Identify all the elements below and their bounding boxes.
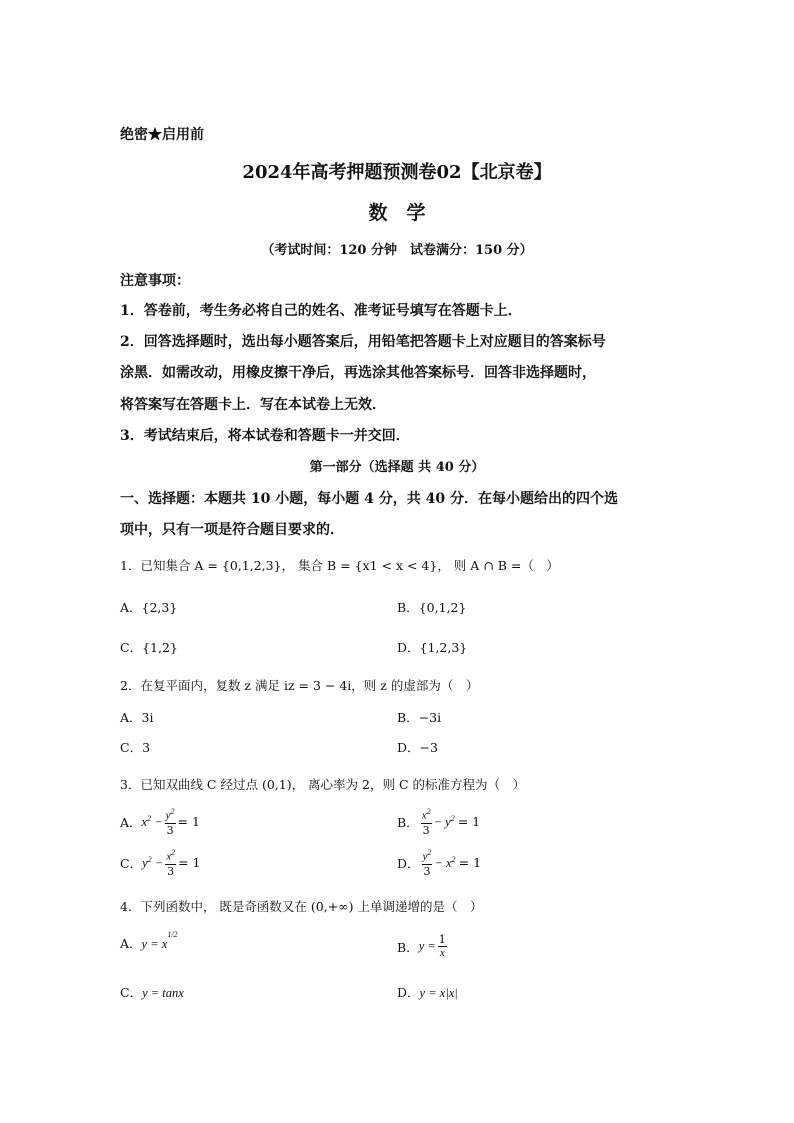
section-instructions-line-2: 项中，只有一项是符合题目要求的．: [120, 522, 344, 538]
question-4-stem: 4．下列函数中， 既是奇函数又在 (0,+∞) 上单调递增的是（ ）: [120, 899, 483, 914]
option-label: B．: [397, 600, 419, 615]
math-term: $y = x^{1/2}$: [141, 929, 178, 951]
option-value: −3i: [418, 710, 442, 725]
question-1-option-d: [397, 638, 467, 656]
question-2-stem: 2．在复平面内，复数 z 满足 iz = 3 − 4i，则 z 的虚部为（ ）: [120, 678, 479, 693]
option-label: D．: [397, 855, 420, 871]
math-term: y =: [418, 939, 436, 953]
option-label: C．: [120, 740, 143, 755]
note-item-2-line-3: 将答案写在答题卡上．写在本试卷上无效．: [120, 397, 386, 413]
option-value: {2,3}: [141, 600, 178, 615]
option-label: D．: [397, 740, 420, 755]
option-value: y = tanx: [142, 986, 184, 1000]
section-instructions-line-1: 一、选择题：本题共 10 小题，每小题 4 分，共 40 分．在每小题给出的四个选: [120, 491, 618, 507]
option-label: D．: [397, 985, 420, 1000]
option-label: C．: [120, 855, 143, 871]
fraction: $\frac{x^2}{3}$: [421, 807, 431, 837]
math-term: $y^2$ −: [142, 854, 164, 870]
question-1-option-a: [120, 598, 177, 616]
option-label: A．: [120, 600, 142, 615]
question-4-option-b: [397, 934, 449, 959]
option-value: 3: [142, 740, 151, 755]
fraction: $\frac{y^2}{3}$: [165, 807, 175, 837]
question-2-option-a: [120, 708, 153, 726]
math-term: $x^2$ −: [141, 813, 163, 829]
question-3-option-d: [397, 849, 481, 877]
question-3-stem: 3．已知双曲线 C 经过点 (0,1)， 离心率为 2，则 C 的标准方程为（ ）: [120, 777, 525, 792]
option-label: B．: [397, 939, 419, 955]
question-3-option-b: [397, 808, 480, 836]
note-item-2-line-1: 2．回答选择题时，选出每小题答案后，用铅笔把答题卡上对应题目的答案标号: [120, 334, 606, 350]
option-value: {1,2}: [142, 640, 178, 655]
fraction: $\frac{y^2}{3}$: [422, 848, 432, 878]
option-value: 3i: [141, 710, 154, 725]
math-term: − $x^2$: [434, 854, 456, 870]
question-4-option-c: [120, 983, 184, 1001]
option-label: B．: [397, 710, 419, 725]
fraction: $\frac{x^2}{3}$: [166, 848, 176, 878]
exam-title: 2024年高考押题预测卷02【北京卷】: [242, 162, 552, 183]
part1-heading: 第一部分（选择题 共 40 分）: [309, 460, 485, 475]
subject-title: 数 学: [368, 202, 426, 224]
notes-heading: 注意事项：: [120, 273, 190, 289]
equation-rhs: = 1: [458, 855, 482, 871]
option-label: A．: [120, 710, 142, 725]
option-value: {0,1,2}: [418, 600, 467, 615]
question-1-stem: 1．已知集合 A = {0,1,2,3}， 集合 B = {x1 < x < 4}， 则 A ∩ B =（ ）: [120, 558, 559, 573]
option-label: C．: [120, 640, 143, 655]
exam-info: （考试时间：120 分钟 试卷满分：150 分）: [261, 243, 533, 258]
question-1-option-b: [397, 598, 466, 616]
question-4-option-a: [120, 929, 178, 952]
confidential-label: 绝密★启用前: [120, 127, 204, 143]
math-term: − $y^2$: [433, 813, 455, 829]
question-2-option-b: [397, 708, 441, 726]
note-item-3: 3．考试结束后，将本试卷和答题卡一并交回．: [120, 428, 410, 444]
option-label: B．: [397, 814, 419, 830]
question-2-option-c: [120, 738, 150, 756]
option-value: {1,2,3}: [419, 640, 468, 655]
equation-rhs: = 1: [457, 814, 481, 830]
option-value: y = x|x|: [419, 986, 458, 1000]
question-3-option-a: [120, 808, 200, 836]
note-item-1: 1．答卷前，考生务必将自己的姓名、准考证号填写在答题卡上．: [120, 303, 522, 319]
equation-rhs: = 1: [177, 814, 200, 830]
option-label: C．: [120, 985, 143, 1000]
question-4-option-d: [397, 983, 458, 1001]
question-3-option-c: [120, 849, 201, 877]
question-2-option-d: [397, 738, 438, 756]
option-value: −3: [419, 740, 438, 755]
note-item-2-line-2: 涂黑．如需改动，用橡皮擦干净后，再选涂其他答案标号．回答非选择题时，: [120, 365, 596, 381]
option-label: D．: [397, 640, 420, 655]
option-label: A．: [120, 814, 142, 830]
equation-rhs: = 1: [178, 855, 201, 871]
fraction: $\frac{1}{x}$: [438, 933, 446, 959]
question-1-option-c: [120, 638, 178, 656]
option-label: A．: [120, 936, 142, 951]
